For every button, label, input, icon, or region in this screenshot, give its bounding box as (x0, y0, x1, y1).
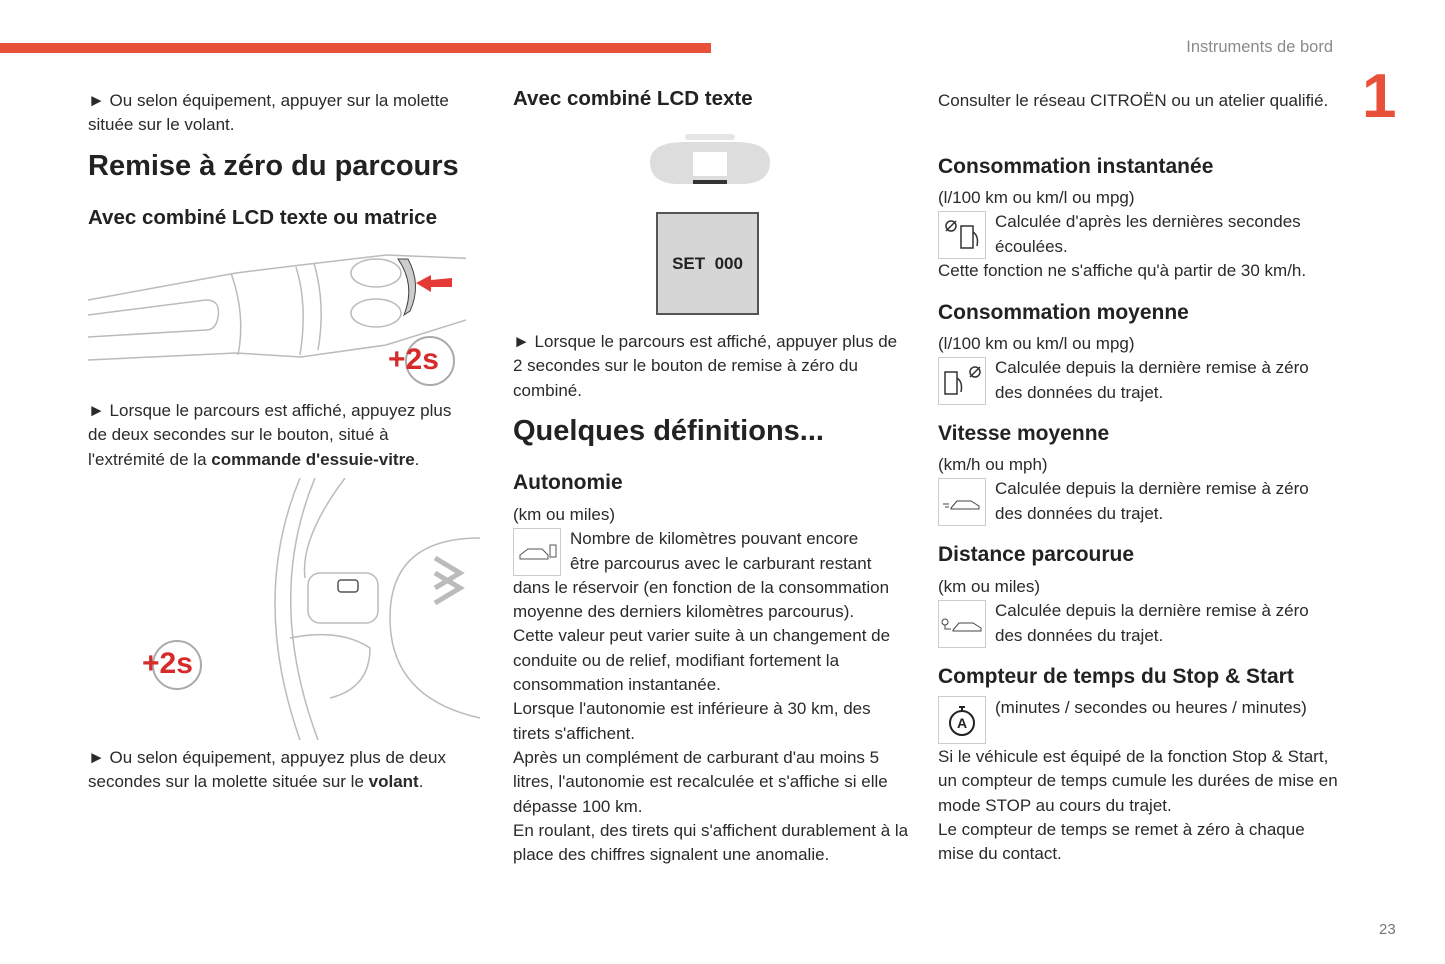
lcd-display: SET 000 (656, 212, 759, 315)
section-header: Instruments de bord (1186, 38, 1333, 56)
stop-start-timer-icon (938, 696, 986, 744)
range-car-fuel-icon (513, 528, 561, 576)
definition-body: Si le véhicule est équipé de la fonction Stop & Start, un compteur de temps cumule les durées de mise en mode STOP au cours du trajet. Le compteur de temps se remet à zéro à chaque mise du contact. (938, 747, 1338, 864)
steering-wheel-illustration (140, 478, 485, 740)
instruction-text: ► Lorsque le parcours est affiché, appuyer plus de 2 secondes sur le bouton de remise à zéro du combiné. (513, 332, 898, 400)
definition-body: (l/100 km ou km/l ou mpg) Calculée d'après les dernières secondes écoulées. Cette fonction ne s'affiche qu'à partir de 30 km/h. (938, 188, 1307, 280)
instrument-cluster-icon (645, 132, 775, 187)
definition-title: Autonomie (513, 471, 623, 494)
accent-bar (0, 43, 711, 53)
definition-title: Distance parcourue (938, 543, 1135, 566)
svg-text:A: A (956, 715, 968, 731)
definition-title: Consommation moyenne (938, 301, 1189, 324)
subsection-title: Avec combiné LCD texte ou matrice (88, 206, 437, 229)
definition-title: Compteur de temps du Stop & Start (938, 665, 1294, 688)
definition-title: Vitesse moyenne (938, 422, 1110, 445)
hold-2s-badge: +2s (388, 343, 439, 376)
subsection-title: Avec combiné LCD texte (513, 87, 753, 110)
instruction-text: ► Ou selon équipement, appuyer sur la molette située sur le volant. (88, 91, 449, 135)
info-text: Consulter le réseau CITROËN ou un atelier qualifié. (938, 91, 1329, 110)
definition-title: Consommation instantanée (938, 155, 1214, 178)
definition-body: (km ou miles) Nombre de kilomètres pouvant encore être parcourus avec le carburant restant dans le réservoir (en fonction de la consommation moyenne des derniers kilomètres parcourus). Cette valeur peut varier suite à un changement de conduite ou de relief, modifiant fortement la consommation instantanée. Lorsque l'autonomie est inférieure à 30 km, des tirets s'affichent. Après un complément de carburant d'au moins 5 litres, l'autonomie est recalculée et s'affiche si elle dépasse 100 km. En roulant, des tirets qui s'affichent durablement à la place des chiffres signalent une anomalie. (513, 505, 909, 865)
instruction-text: ► Lorsque le parcours est affiché, appuyez plus de deux secondes sur le bouton, situé à l'extrémité de la commande d'essuie-vitre. (88, 401, 452, 469)
average-speed-icon (938, 478, 986, 526)
section-title: Remise à zéro du parcours (88, 150, 459, 182)
definition-body: (km/h ou mph) Calculée depuis la dernière remise à zéro des données du trajet. (938, 455, 1309, 523)
definition-unit: (minutes / secondes ou heures / minutes) (995, 698, 1307, 717)
section-title: Quelques définitions... (513, 415, 824, 447)
distance-travelled-icon (938, 600, 986, 648)
definition-body: (km ou miles) Calculée depuis la dernière remise à zéro des données du trajet. (938, 577, 1309, 645)
instruction-text: ► Ou selon équipement, appuyez plus de deux secondes sur la molette située sur le volant. (88, 748, 447, 792)
definition-body: (l/100 km ou km/l ou mpg) Calculée depuis la dernière remise à zéro des données du trajet. (938, 334, 1309, 402)
page-number: 23 (1379, 921, 1396, 938)
average-consumption-icon (938, 357, 986, 405)
instant-consumption-icon (938, 211, 986, 259)
arrow-icon (416, 275, 452, 292)
chapter-number: 1 (1362, 62, 1397, 131)
hold-2s-badge: +2s (142, 647, 193, 680)
